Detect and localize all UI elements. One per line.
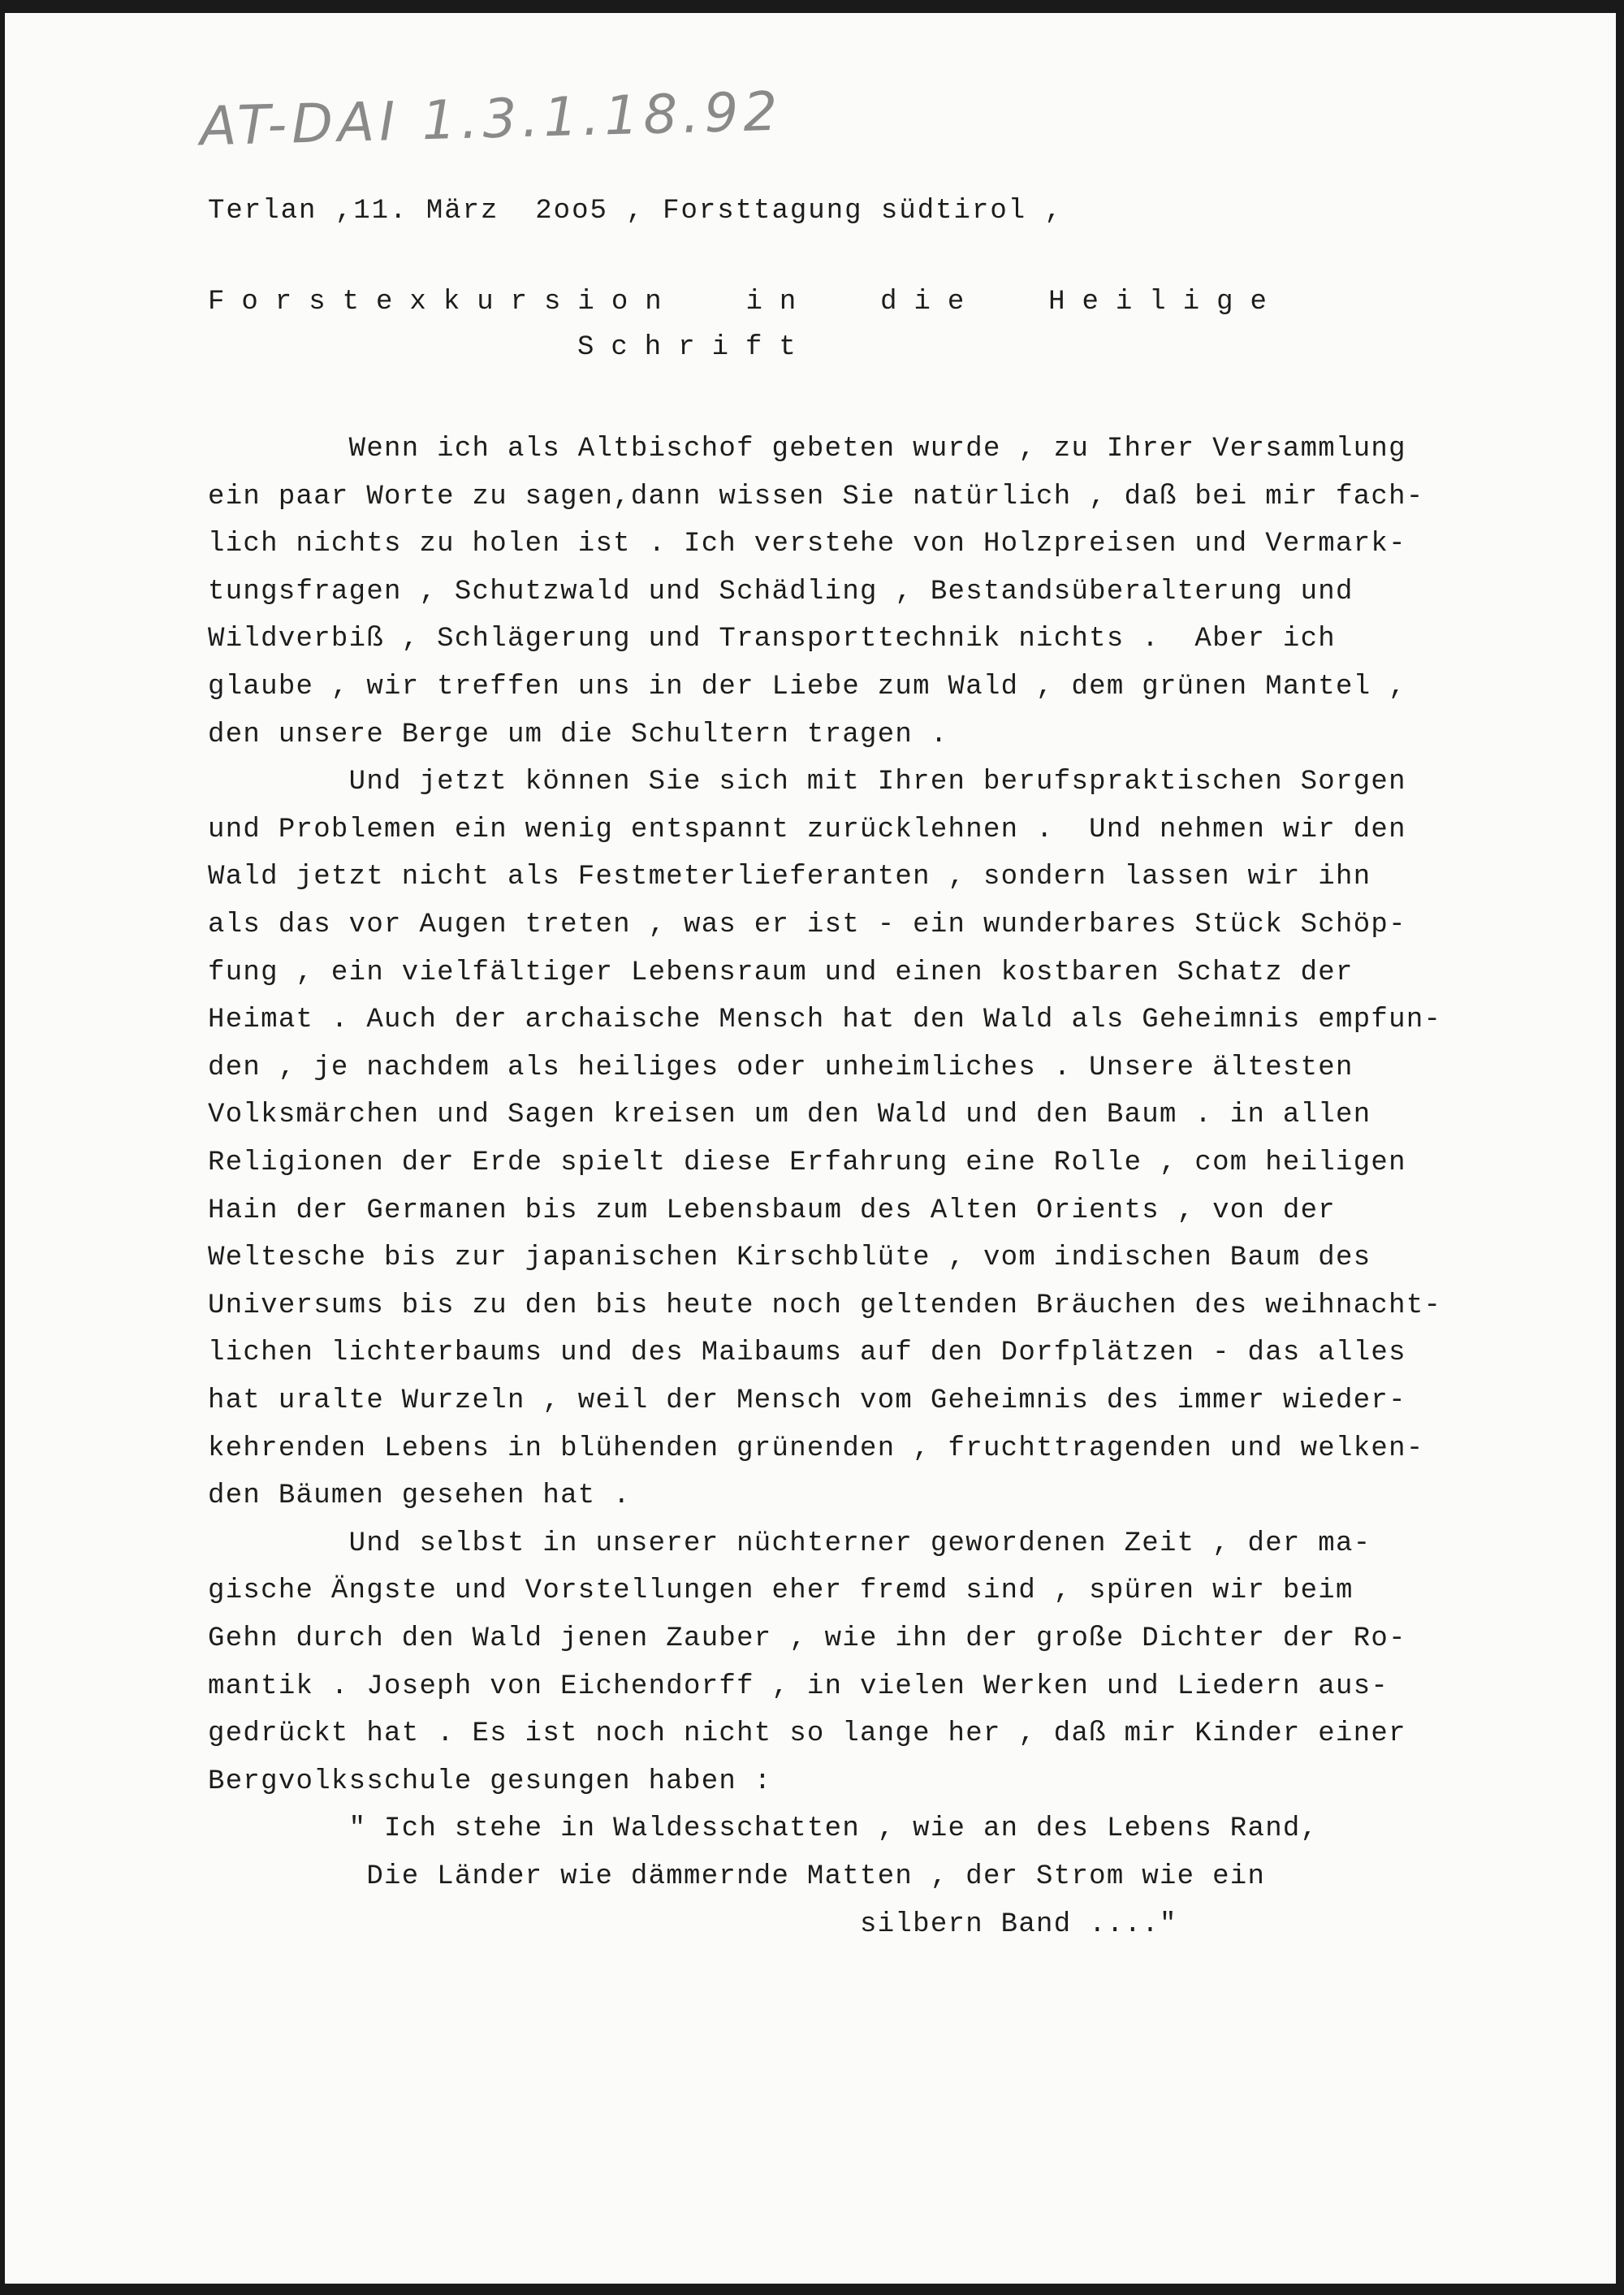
body-line: Heimat . Auch der archaische Mensch hat den Wald als Geheimnis empfun- [208,1005,1442,1036]
body-line: den Bäumen gesehen hat . [208,1480,631,1512]
body-line: lichen lichterbaums und des Maibaums auf den Dorfplätzen - das alles [208,1338,1406,1369]
body-line: Und jetzt können Sie sich mit Ihren berufspraktischen Sorgen [208,767,1406,798]
body-line: Universums bis zu den bis heute noch geltenden Bräuchen des weihnacht- [208,1290,1442,1321]
dateline: Terlan ,11. März 2oo5 , Forsttagung südtirol , [208,196,1063,227]
archive-reference: AT-DAI 1.3.1.18.92 [199,80,784,158]
body-line: glaube , wir treffen uns in der Liebe zum Wald , dem grünen Mantel , [208,672,1406,702]
body-line: Volksmärchen und Sagen kreisen um den Wald und den Baum . in allen [208,1100,1371,1131]
body-line: den unsere Berge um die Schultern tragen . [208,719,948,750]
title-line-1: Forstexkursion in die Heilige [208,287,1284,318]
quote-line: silbern Band ...." [208,1908,1177,1940]
body-line: Und selbst in unserer nüchterner gewordenen Zeit , der ma- [208,1528,1371,1559]
body-line: und Problemen ein wenig entspannt zurücklehnen . Und nehmen wir den [208,814,1406,845]
body-line: Wald jetzt nicht als Festmeterlieferanten , sondern lassen wir ihn [208,862,1371,893]
body-line: mantik . Joseph von Eichendorff , in vielen Werken und Liedern aus- [208,1670,1389,1702]
body-line: lich nichts zu holen ist . Ich verstehe von Holzpreisen und Vermark- [208,529,1406,560]
body-line: als das vor Augen treten , was er ist - ein wunderbares Stück Schöp- [208,910,1406,940]
body-line: fung , ein vielfältiger Lebensraum und einen kostbaren Schatz der [208,957,1354,988]
title-line-2: Schrift [577,332,813,363]
document-page [5,13,1616,2284]
body-line: Gehn durch den Wald jenen Zauber , wie ihn der große Dichter der Ro- [208,1623,1406,1654]
body-line: Religionen der Erde spielt diese Erfahrung eine Rolle , com heiligen [208,1148,1406,1178]
body-line: hat uralte Wurzeln , weil der Mensch vom Geheimnis des immer wieder- [208,1385,1406,1416]
body-line: tungsfragen , Schutzwald und Schädling , Bestandsüberalterung und [208,576,1354,607]
body-line: ein paar Worte zu sagen,dann wissen Sie natürlich , daß bei mir fach- [208,481,1424,512]
quote-line: Die Länder wie dämmernde Matten , der Strom wie ein [208,1861,1266,1892]
body-line: kehrenden Lebens in blühenden grünenden , fruchttragenden und welken- [208,1433,1424,1464]
body-line: Wenn ich als Altbischof gebeten wurde , zu Ihrer Versammlung [208,434,1406,465]
body-line: Weltesche bis zur japanischen Kirschblüte , vom indischen Baum des [208,1243,1371,1274]
body-line: Wildverbiß , Schlägerung und Transporttechnik nichts . Aber ich [208,624,1337,655]
body-line: Bergvolksschule gesungen haben : [208,1766,772,1797]
body-line: Hain der Germanen bis zum Lebensbaum des Alten Orients , von der [208,1195,1337,1226]
body-line: den , je nachdem als heiliges oder unheimliches . Unsere ältesten [208,1052,1354,1083]
body-line: gedrückt hat . Es ist noch nicht so lange her , daß mir Kinder einer [208,1718,1406,1750]
quote-line: " Ich stehe in Waldesschatten , wie an des Lebens Rand, [208,1813,1319,1845]
body-line: gische Ängste und Vorstellungen eher fremd sind , spüren wir beim [208,1575,1354,1607]
